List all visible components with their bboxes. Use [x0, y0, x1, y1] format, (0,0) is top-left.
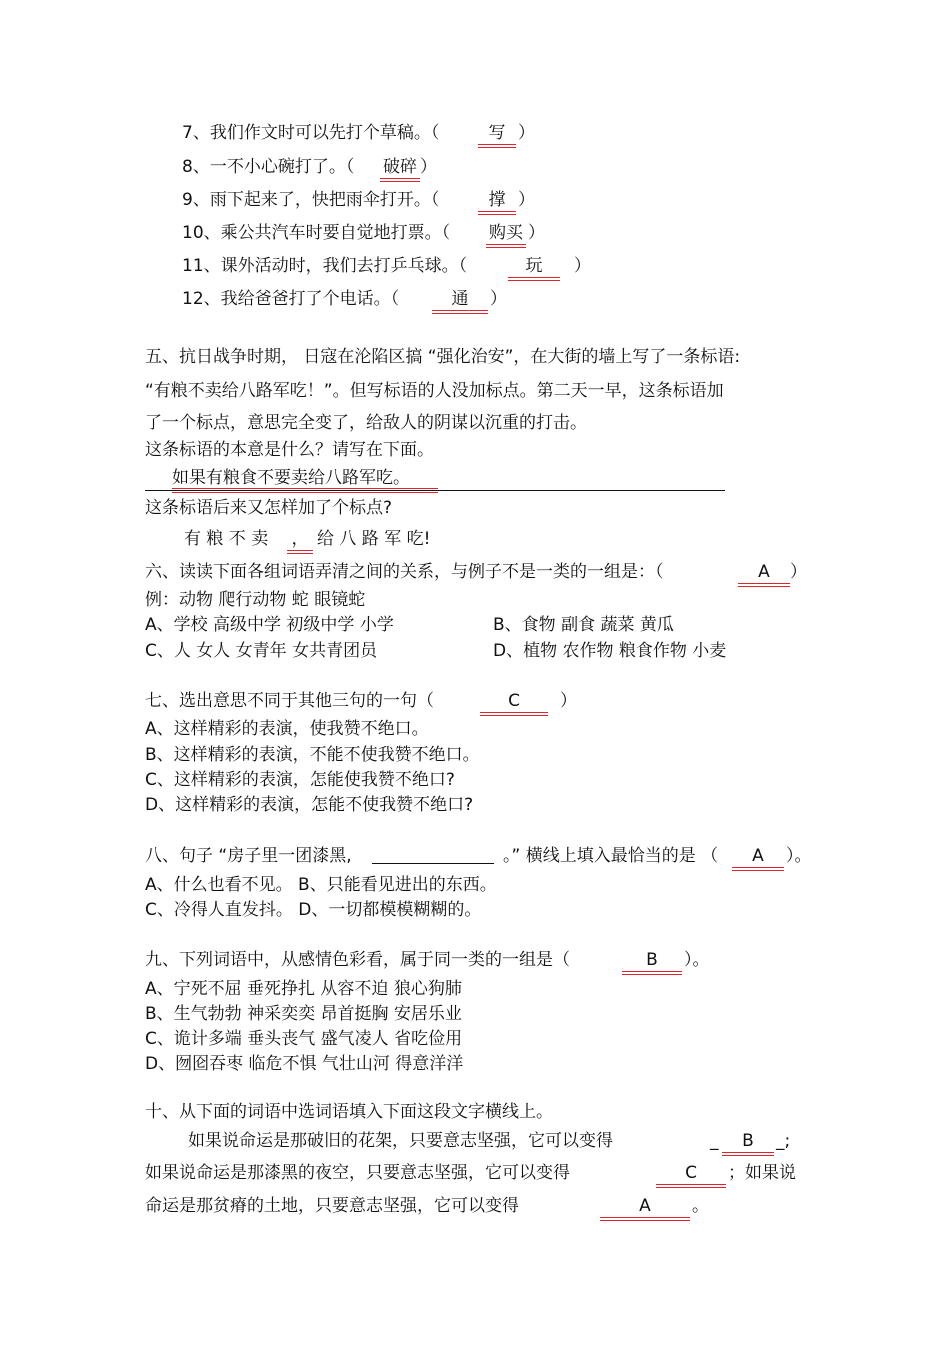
s5-question-1: 这条标语的本意是什么？请写在下面。 — [145, 440, 434, 460]
s9-option-b: B、生气勃勃 神采奕奕 昂首挺胸 安居乐业 — [145, 1004, 462, 1024]
s9-question: 九、下列词语中，从感情色彩看，属于同一类的一组是（ — [145, 950, 570, 970]
s5-question-2: 这条标语后来又怎样加了个标点? — [145, 498, 393, 518]
item-11: 11、课外活动时，我们去打乒乓球。（ — [182, 256, 468, 276]
close-paren: ） — [528, 223, 545, 243]
s6-question: 六、读读下面各组词语弄清之间的关系，与例子不是一类的一组是：（ — [145, 562, 664, 582]
s10-answer-2: C — [656, 1162, 726, 1184]
s5-answer-2-post: 给 八 路 军 吃! — [317, 529, 431, 549]
s8-blank — [372, 862, 494, 864]
s10-para-3-end: 。 — [692, 1196, 709, 1216]
answer-10: 购买 — [486, 222, 526, 244]
close-paren: ） — [790, 562, 807, 582]
s7-question: 七、选出意思不同于其他三句的一句（ — [145, 691, 434, 711]
item-8: 8、一不小心碗打了。（ — [182, 157, 355, 177]
close-paren: ） — [490, 289, 507, 309]
s7-answer: C — [480, 690, 548, 712]
answer-underline — [172, 488, 438, 493]
s6-option-c: C、人 女人 女青年 女共青团员 — [145, 641, 378, 661]
close-paren: ）。 — [786, 846, 812, 866]
s8-answer: A — [732, 845, 784, 867]
s7-option-c: C、这样精彩的表演，怎能使我赞不绝口? — [145, 770, 455, 790]
answer-8: 破碎 — [380, 156, 420, 178]
s10-blank-1-post: _; — [776, 1131, 791, 1151]
s10-para-2-end: ；如果说 — [728, 1163, 796, 1183]
s8-options-cd: C、冷得人直发抖。 D、一切都模模糊糊的。 — [145, 900, 482, 920]
s5-answer-2-mark: ， — [287, 528, 313, 550]
s9-answer: B — [622, 949, 682, 971]
answer-11: 玩 — [508, 255, 560, 277]
s10-blank-1-pre: _ — [710, 1131, 719, 1151]
s10-answer-3: A — [600, 1195, 690, 1217]
close-paren: ） — [518, 123, 535, 143]
s10-question: 十、从下面的词语中选词语填入下面这段文字横线上。 — [145, 1102, 553, 1122]
close-paren: ） — [560, 691, 577, 711]
s6-option-d: D、植物 农作物 粮食作物 小麦 — [493, 641, 727, 661]
answer-9: 撑 — [478, 189, 516, 211]
s5-line-2: “有粮不卖给八路军吃！”。但写标语的人没加标点。第二天一早，这条标语加 — [145, 381, 724, 401]
item-12: 12、我给爸爸打了个电话。（ — [182, 289, 400, 309]
s6-answer: A — [738, 561, 790, 583]
s9-option-d: D、囫囵吞枣 临危不惧 气壮山河 得意洋洋 — [145, 1054, 464, 1074]
close-paren: ） — [420, 157, 437, 177]
answer-7: 写 — [478, 122, 516, 144]
s6-example: 例：动物 爬行动物 蛇 眼镜蛇 — [145, 590, 366, 610]
close-paren: ） — [518, 190, 535, 210]
s10-answer-1: B — [722, 1130, 774, 1152]
s9-option-c: C、诡计多端 垂头丧气 盛气凌人 省吃俭用 — [145, 1029, 463, 1049]
s8-question-start: 八、句子 “房子里一团漆黑, — [145, 846, 352, 866]
s5-line-1: 五、抗日战争时期， 日寇在沦陷区搞 “强化治安”，在大街的墙上写了一条标语: — [145, 347, 741, 367]
s8-question-end: 。” 横线上填入最恰当的是 （ — [503, 846, 719, 866]
s10-para-3: 命运是那贫瘠的土地，只要意志坚强，它可以变得 — [145, 1196, 519, 1216]
answer-12: 通 — [432, 288, 488, 310]
item-7: 7、我们作文时可以先打个草稿。（ — [182, 123, 440, 143]
s8-options-ab: A、什么也看不见。 B、只能看见进出的东西。 — [145, 875, 497, 895]
item-10: 10、乘公共汽车时要自觉地打票。（ — [182, 223, 451, 243]
s5-answer-2-pre: 有 粮 不 卖 — [184, 529, 269, 549]
s7-option-b: B、这样精彩的表演，不能不使我赞不绝口。 — [145, 745, 480, 765]
s7-option-a: A、这样精彩的表演，使我赞不绝口。 — [145, 719, 429, 739]
s6-option-a: A、学校 高级中学 初级中学 小学 — [145, 615, 394, 635]
s7-option-d: D、这样精彩的表演，怎能不使我赞不绝口? — [145, 795, 474, 815]
s5-line-3: 了一个标点，意思完全变了，给敌人的阴谋以沉重的打击。 — [145, 413, 587, 433]
s9-option-a: A、宁死不屈 垂死挣扎 从容不迫 狼心狗肺 — [145, 979, 462, 999]
close-paren: ）。 — [684, 950, 710, 970]
s10-para-1: 如果说命运是那破旧的花架，只要意志坚强，它可以变得 — [188, 1131, 613, 1151]
s6-option-b: B、食物 副食 蔬菜 黄瓜 — [493, 615, 674, 635]
s5-answer-1: 如果有粮食不要卖给八路军吃。 — [172, 468, 410, 488]
close-paren: ） — [574, 256, 591, 276]
item-9: 9、雨下起来了，快把雨伞打开。（ — [182, 190, 440, 210]
s10-para-2: 如果说命运是那漆黑的夜空，只要意志坚强，它可以变得 — [145, 1163, 570, 1183]
